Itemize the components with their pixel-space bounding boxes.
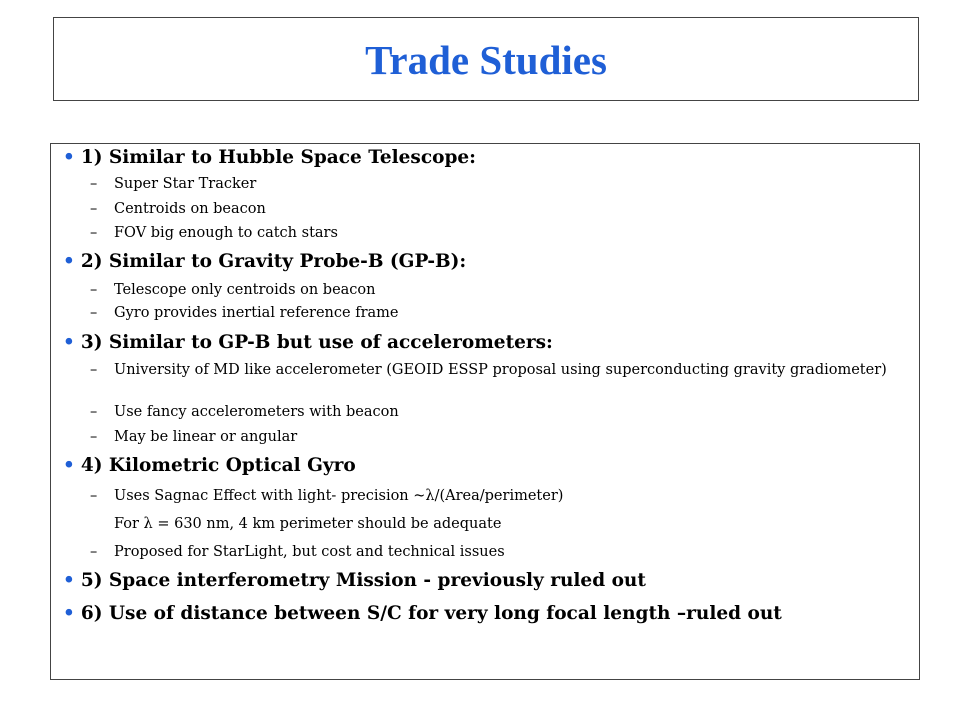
bullet-item-label: 6) Use of distance between S/C for very long focal length –ruled out bbox=[80, 603, 782, 624]
sub-item bbox=[90, 177, 256, 192]
bullet-item-4 bbox=[63, 456, 356, 476]
sub-item-label: Proposed for StarLight, but cost and technical issues bbox=[114, 544, 505, 560]
sub-item bbox=[90, 283, 376, 298]
bullet-icon: • bbox=[63, 570, 75, 591]
dash-icon: – bbox=[90, 362, 98, 378]
sub-item-label: Uses Sagnac Effect with light- precision ~λ/(Area/perimeter) bbox=[114, 488, 564, 504]
sub-item-label: University of MD like accelerometer (GEOID ESSP proposal using superconducting gravity gradiometer) bbox=[114, 362, 887, 378]
sub-item-label: May be linear or angular bbox=[114, 429, 298, 445]
dash-icon: – bbox=[90, 544, 98, 560]
bullet-icon: • bbox=[63, 603, 75, 624]
dash-icon: – bbox=[90, 488, 98, 504]
dash-icon: – bbox=[90, 201, 98, 217]
bullet-item-label: 1) Similar to Hubble Space Telescope: bbox=[80, 147, 476, 168]
dash-icon: – bbox=[90, 305, 98, 321]
bullet-icon: • bbox=[63, 147, 75, 168]
dash-icon: – bbox=[90, 404, 98, 420]
sub-item-label: Centroids on beacon bbox=[114, 201, 266, 217]
sub-item bbox=[90, 489, 563, 504]
sub-item bbox=[90, 545, 505, 560]
dash-icon: – bbox=[90, 225, 98, 241]
bullet-item-label: 4) Kilometric Optical Gyro bbox=[80, 455, 356, 476]
dash-icon: – bbox=[90, 429, 98, 445]
sub-item-continued bbox=[114, 517, 501, 532]
slide-title: Trade Studies bbox=[365, 37, 607, 83]
bullet-item-label: 2) Similar to Gravity Probe-B (GP-B): bbox=[80, 251, 467, 272]
bullet-item-5 bbox=[63, 571, 646, 591]
bullet-item-2 bbox=[63, 252, 466, 272]
bullet-item-1 bbox=[63, 148, 476, 168]
bullet-item-3 bbox=[63, 333, 553, 353]
sub-item bbox=[90, 363, 914, 378]
sub-item-label: For λ = 630 nm, 4 km perimeter should be adequate bbox=[114, 516, 502, 532]
bullet-icon: • bbox=[63, 332, 75, 353]
sub-item-label: Gyro provides inertial reference frame bbox=[114, 305, 399, 321]
sub-item-label: Use fancy accelerometers with beacon bbox=[114, 404, 399, 420]
sub-item bbox=[90, 405, 399, 420]
sub-item bbox=[90, 202, 266, 217]
sub-item bbox=[90, 226, 338, 241]
sub-item-label: FOV big enough to catch stars bbox=[114, 225, 338, 241]
bullet-icon: • bbox=[63, 455, 75, 476]
bullet-icon: • bbox=[63, 251, 75, 272]
bullet-item-label: 5) Space interferometry Mission - previously ruled out bbox=[80, 570, 646, 591]
sub-item-label: Telescope only centroids on beacon bbox=[114, 282, 376, 298]
dash-icon: – bbox=[90, 282, 98, 298]
sub-item-label: Super Star Tracker bbox=[114, 176, 257, 192]
sub-item bbox=[90, 306, 398, 321]
dash-icon: – bbox=[90, 176, 98, 192]
sub-item bbox=[90, 430, 297, 445]
title-box bbox=[53, 17, 919, 101]
bullet-item-label: 3) Similar to GP-B but use of accelerometers: bbox=[80, 332, 553, 353]
bullet-item-6 bbox=[63, 604, 782, 624]
